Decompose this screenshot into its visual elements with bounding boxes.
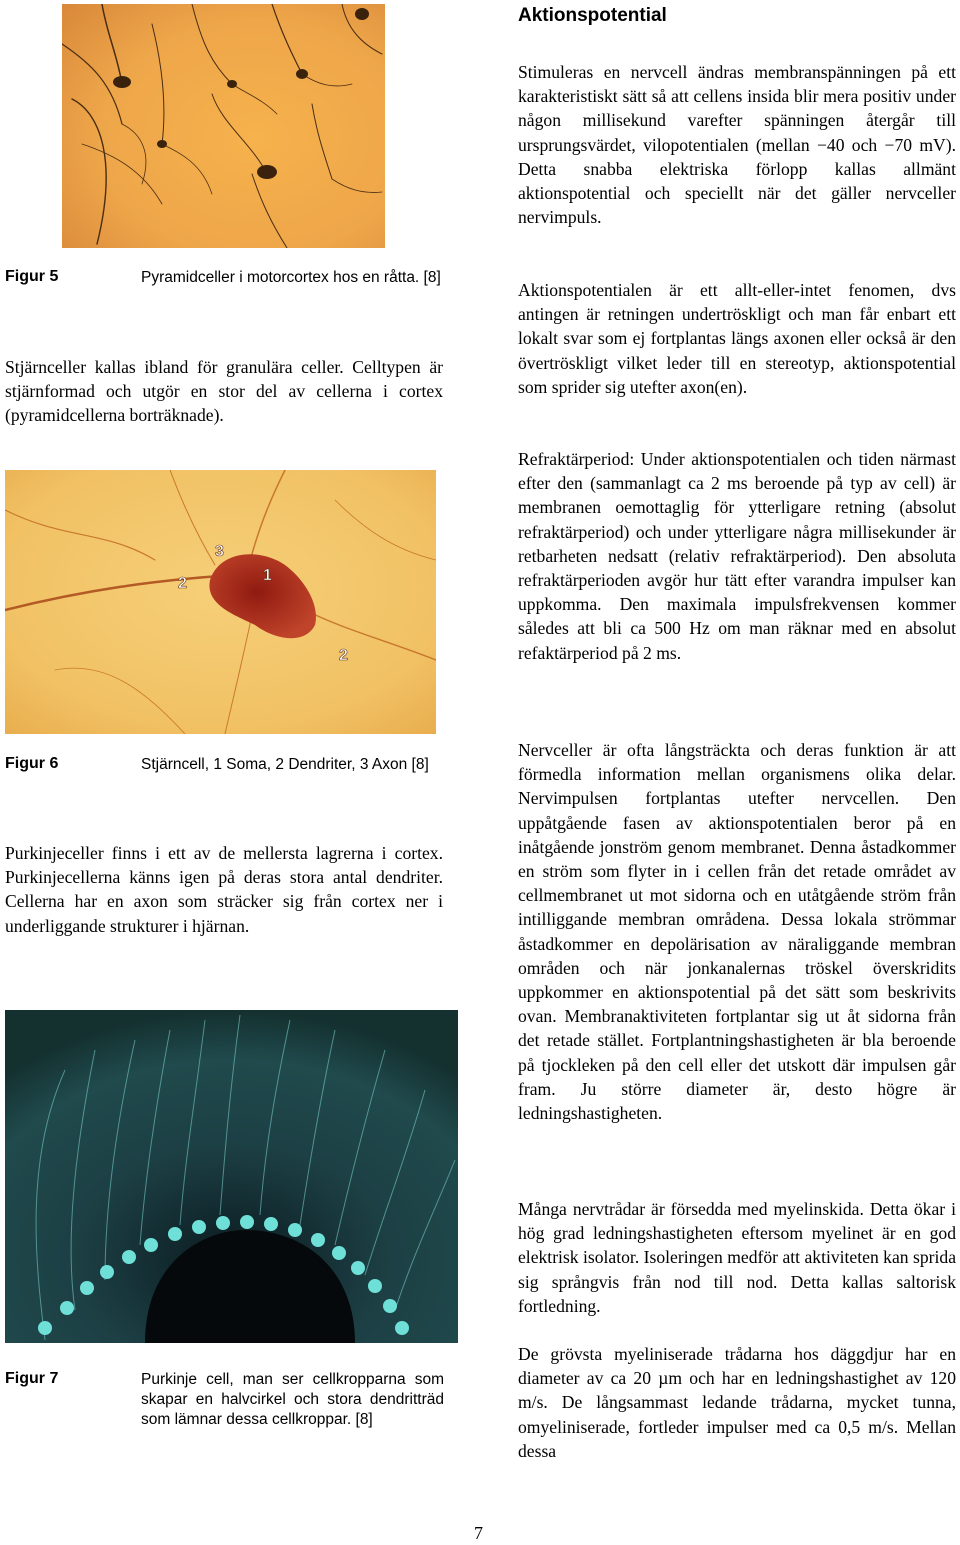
right-paragraph-4: Nervceller är ofta långsträckta och deras funktion är att förmedla information mellan organismens olika delar. Nervimpulsen fortplantas utefter nervcellen. Den uppåtgående fasen av aktionspotentialen beror på en inåtgående jonström genom membranet. Denna åstadkommer en ström som flyter in i cellen från det retade området av cellmembranet ut mot sidorna och en utåtgående ström från intilliggande membran områdena. Dessa lokala strömmar åstadkommer en depolärisation av näraliggande membran områden och när jonkanalernas tröskel överskridits uppkommer en aktionspotential på det sätt som beskrivits ovan. Membranaktiviteten fortplantar sig ut åt sidorna från det retade stället. Fortplantningshastigheten är bla beroende på tjockleken på den cell eller det utskott där impulsen går fram. Ju större diameter är, desto högre är ledningshastigheten. (518, 740, 956, 1124)
right-paragraph-2: Aktionspotentialen är ett allt-eller-intet fenomen, dvs antingen är retningen undertröskligt och man får enbart ett lokalt svar som ej fortplantas längs axonen eller också är den övertröskligt vilket leder till en stereotyp, aktionspotential som sprider sig utefter axon(en). (518, 280, 956, 397)
figure-6-label: Figur 6 (5, 755, 59, 772)
right-paragraph-6: De grövsta myeliniserade trådarna hos däggdjur har en diameter av ca 20 µm och har en ledningshastighet av 120 m/s. De långsammast ledande trådarna, mycket tunna, omyeliniserade, fortleder impulser med ca 0,5 m/s. Mellan dessa (518, 1344, 956, 1461)
right-paragraph-3: Refraktärperiod: Under aktionspotentialen och tiden närmast efter den (sammanlagt ca 2 ms beroende på typ av cell) är membranen oemottaglig för ytterligare retning (absolut refraktärperiod) och under ytterligare några millisekunder är retbarheten nedsatt (relativ refraktärperiod). Den absoluta refraktärperioden avgör hur tätt efter varandra impulser kan uppkomma. Den maximala impulsfrekvensen kommer således att bli ca 500 Hz om man räknar med en absolut refaktärperiod på 2 ms. (518, 449, 956, 663)
marker-axon: 3 (215, 543, 224, 560)
page-number: 7 (474, 1523, 483, 1543)
right-paragraph-1: Stimuleras en nervcell ändras membranspänningen på ett karakteristiskt sätt så att cellens insida blir mera positiv under någon millisekund varefter spänningen återgår till ursprungsvärdet, vilopotentialen (mellan −40 och −70 mV). Detta snabba elektriska förlopp kallas allmänt aktionspotential och speciellt när det gäller nervceller nervimpuls. (518, 62, 956, 228)
stellate-cell-micrograph (5, 470, 436, 734)
marker-soma: 1 (263, 567, 272, 584)
marker-dendrite-right: 2 (339, 647, 348, 664)
figure-5-image (62, 4, 385, 248)
left-paragraph-stellate: Stjärnceller kallas ibland för granulära celler. Celltypen är stjärnformad och utgör en stor del av cellerna i cortex (pyramidcellerna borträknade). (5, 357, 443, 426)
right-paragraph-5: Många nervtrådar är försedda med myelinskida. Detta ökar i hög grad ledningshastigheten eftersom myelinet är en god elektrisk isolator. Isoleringen medför att aktiviteten kan sprida sig språngvis från nod till nod. Detta kallas saltorisk fortledning. (518, 1199, 956, 1316)
marker-dendrite-left: 2 (178, 575, 187, 592)
figure-7-label: Figur 7 (5, 1370, 59, 1387)
section-heading: Aktionspotential (518, 5, 667, 26)
figure-5-caption: Pyramidceller i motorcortex hos en råtta. [8] (141, 269, 441, 286)
figure-7-caption: Purkinje cell, man ser cellkropparna som skapar en halvcirkel och stora dendritträd som lämnar dessa cellkroppar. [8] (141, 1371, 444, 1428)
pyramidal-neurons-micrograph (62, 4, 385, 248)
figure-5-label: Figur 5 (5, 268, 59, 285)
figure-7-image (5, 1010, 458, 1343)
figure-6-caption: Stjärncell, 1 Soma, 2 Dendriter, 3 Axon [8] (141, 756, 429, 773)
left-paragraph-purkinje: Purkinjeceller finns i ett av de mellersta lagrerna i cortex. Purkinjecellerna känns igen på deras stora antal dendriter. Cellerna har en axon som sträcker sig från cortex ner i underliggande strukturer i hjärnan. (5, 843, 443, 936)
purkinje-cells-micrograph (5, 1010, 458, 1343)
figure-6-image (5, 470, 436, 734)
